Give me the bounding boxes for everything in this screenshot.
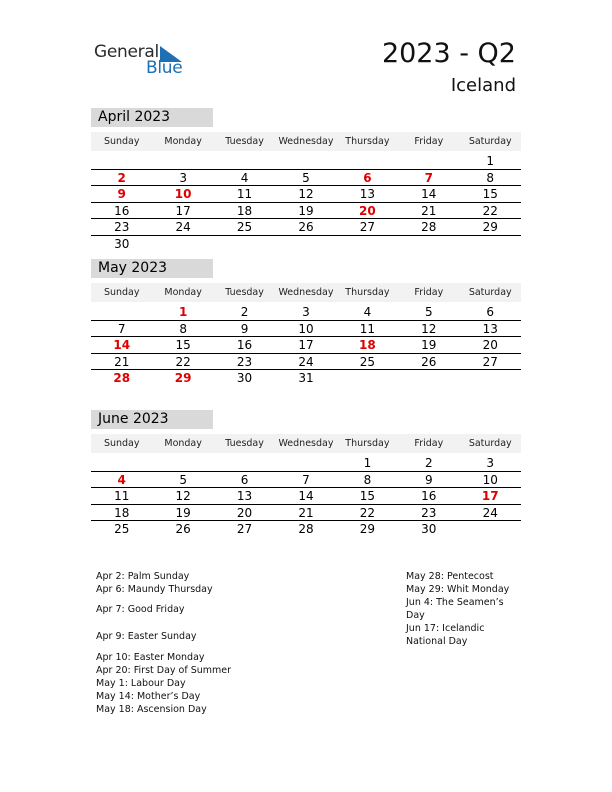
day-cell: 8 — [486, 170, 495, 185]
day-cell: 9 — [240, 321, 249, 336]
day-cell: 15 — [482, 187, 498, 201]
day-cell: 19 — [298, 203, 314, 218]
week-row — [91, 505, 521, 522]
holiday-item: Apr 10: Easter Monday — [96, 652, 205, 663]
day-cell: 26 — [175, 522, 191, 536]
weekday-label: Thursday — [345, 287, 390, 298]
day-cell: 6 — [486, 305, 495, 319]
weekday-label: Monday — [164, 136, 202, 147]
day-cell: 23 — [421, 505, 437, 520]
weekday-label: Tuesday — [225, 287, 264, 298]
day-cell: 4 — [240, 170, 249, 185]
day-cell: 10 — [174, 187, 192, 201]
holiday-item: Apr 7: Good Friday — [96, 604, 185, 615]
day-cell: 20 — [482, 338, 498, 352]
day-cell: 6 — [240, 472, 249, 487]
day-cell: 24 — [298, 354, 314, 369]
day-cell: 25 — [114, 522, 130, 536]
day-cell: 30 — [114, 236, 130, 251]
month-april — [91, 108, 521, 252]
week-row — [91, 370, 521, 387]
day-cell: 12 — [421, 321, 437, 336]
weekday-label: Saturday — [468, 136, 512, 147]
day-cell — [460, 521, 521, 538]
holiday-list-left — [96, 570, 231, 716]
holiday-item: May 18: Ascension Day — [96, 704, 207, 715]
day-cell: 14 — [298, 489, 314, 503]
day-cell: 7 — [302, 472, 310, 487]
weekday-label: Saturday — [468, 438, 512, 449]
day-cell: 13 — [359, 187, 376, 201]
day-cell: 9 — [117, 187, 126, 201]
day-cell: 16 — [236, 338, 253, 352]
day-cell — [91, 153, 152, 169]
day-cell: 4 — [117, 472, 126, 487]
month-title: June 2023 — [91, 410, 213, 429]
week-row — [91, 186, 521, 203]
week-row — [91, 203, 521, 220]
weekday-label: Tuesday — [225, 136, 264, 147]
week-row — [91, 488, 521, 505]
day-cell: 29 — [482, 220, 498, 234]
day-cell: 22 — [359, 505, 376, 520]
day-cell — [152, 455, 213, 471]
day-cell — [337, 153, 398, 169]
day-cell: 21 — [114, 354, 130, 369]
day-cell: 25 — [359, 354, 376, 369]
day-cell: 18 — [114, 505, 130, 520]
weekday-header — [91, 434, 521, 453]
day-cell: 9 — [425, 472, 433, 487]
day-cell — [460, 236, 521, 253]
day-cell: 11 — [359, 321, 376, 336]
weekday-label: Friday — [414, 136, 444, 147]
month-grid — [91, 304, 521, 387]
weekday-label: Sunday — [103, 287, 140, 298]
day-cell: 3 — [302, 305, 310, 319]
day-cell: 5 — [302, 170, 310, 185]
day-cell: 19 — [421, 338, 437, 352]
day-cell — [152, 153, 213, 169]
holiday-item: Apr 6: Maundy Thursday — [96, 584, 213, 595]
country-name: Iceland — [450, 75, 516, 96]
month-june — [91, 410, 521, 538]
logo — [94, 42, 186, 78]
day-cell: 27 — [236, 522, 253, 536]
day-cell: 28 — [298, 522, 314, 536]
day-cell: 3 — [486, 456, 495, 470]
day-cell — [275, 455, 336, 471]
day-cell — [91, 455, 152, 471]
day-cell: 29 — [174, 371, 192, 385]
weekday-label: Monday — [164, 438, 202, 449]
weekday-label: Friday — [414, 438, 444, 449]
day-cell — [398, 370, 459, 387]
holiday-item: May 14: Mother’s Day — [96, 691, 201, 702]
holiday-item: Apr 20: First Day of Summer — [96, 665, 232, 676]
day-cell: 2 — [117, 170, 126, 185]
day-cell: 8 — [363, 472, 372, 487]
day-cell — [214, 455, 275, 471]
week-row — [91, 321, 521, 338]
day-cell: 26 — [421, 354, 437, 369]
weekday-label: Friday — [414, 287, 444, 298]
day-cell: 17 — [298, 338, 314, 352]
week-row — [91, 337, 521, 354]
holiday-item: Jun 4: The Seamen’s — [406, 597, 504, 608]
day-cell: 22 — [175, 354, 191, 369]
day-cell — [398, 153, 459, 169]
week-row — [91, 521, 521, 538]
weekday-label: Sunday — [103, 438, 140, 449]
day-cell: 15 — [175, 338, 191, 352]
holiday-item: Apr 2: Palm Sunday — [96, 571, 190, 582]
day-cell: 21 — [421, 203, 437, 218]
logo-word-general: General — [94, 42, 159, 62]
month-may — [91, 259, 521, 387]
day-cell: 22 — [482, 203, 498, 218]
day-cell: 1 — [486, 154, 495, 168]
day-cell: 1 — [363, 456, 372, 470]
day-cell: 24 — [175, 220, 191, 234]
weekday-header — [91, 132, 521, 151]
day-cell: 30 — [421, 522, 437, 536]
day-cell: 10 — [298, 321, 314, 336]
day-cell: 26 — [298, 220, 314, 234]
holiday-item: Day — [406, 610, 425, 621]
logo-word-blue: Blue — [146, 58, 183, 78]
day-cell: 17 — [481, 489, 499, 503]
day-cell: 25 — [236, 220, 253, 234]
day-cell: 20 — [236, 505, 253, 520]
weekday-label: Sunday — [103, 136, 140, 147]
day-cell: 18 — [236, 203, 253, 218]
day-cell: 21 — [298, 505, 314, 520]
day-cell: 27 — [359, 220, 376, 234]
day-cell — [214, 153, 275, 169]
day-cell — [398, 236, 459, 253]
day-cell: 20 — [359, 203, 376, 218]
page-title: 2023 - Q2 — [381, 38, 516, 69]
day-cell: 5 — [179, 472, 187, 487]
week-row — [91, 219, 521, 236]
day-cell: 13 — [236, 489, 253, 503]
day-cell: 28 — [421, 220, 437, 234]
weekday-label: Thursday — [345, 438, 390, 449]
day-cell: 31 — [298, 371, 314, 385]
day-cell: 24 — [482, 505, 498, 520]
week-row — [91, 472, 521, 489]
holiday-list-right — [406, 570, 509, 648]
week-row — [91, 236, 521, 253]
day-cell — [275, 153, 336, 169]
day-cell — [275, 236, 336, 253]
week-row — [91, 170, 521, 187]
day-cell: 17 — [175, 203, 191, 218]
month-grid — [91, 153, 521, 252]
day-cell: 14 — [421, 187, 437, 201]
day-cell — [91, 304, 152, 320]
day-cell — [337, 236, 398, 253]
day-cell: 14 — [113, 338, 131, 352]
day-cell: 27 — [482, 354, 498, 369]
week-row — [91, 354, 521, 371]
month-title: May 2023 — [91, 259, 213, 278]
month-grid — [91, 455, 521, 538]
weekday-label: Saturday — [468, 287, 512, 298]
day-cell: 7 — [424, 170, 433, 185]
day-cell: 8 — [179, 321, 187, 336]
week-row — [91, 153, 521, 170]
day-cell: 30 — [236, 371, 253, 385]
day-cell: 2 — [425, 456, 433, 470]
day-cell: 15 — [359, 489, 376, 503]
day-cell — [460, 370, 521, 387]
week-row — [91, 455, 521, 472]
day-cell: 11 — [236, 187, 253, 201]
week-row — [91, 304, 521, 321]
weekday-label: Wednesday — [278, 136, 334, 147]
holiday-item: National Day — [406, 636, 468, 647]
day-cell: 23 — [236, 354, 253, 369]
day-cell: 12 — [298, 187, 314, 201]
holiday-item: Apr 9: Easter Sunday — [96, 631, 197, 642]
holiday-item: May 29: Whit Monday — [406, 584, 510, 595]
holiday-item: May 28: Pentecost — [406, 571, 494, 582]
day-cell: 23 — [114, 220, 130, 234]
day-cell: 29 — [359, 522, 376, 536]
day-cell: 3 — [179, 170, 187, 185]
month-title: April 2023 — [91, 108, 213, 127]
day-cell: 13 — [482, 321, 498, 336]
day-cell — [337, 370, 398, 387]
holiday-item: Jun 17: Icelandic — [406, 623, 485, 634]
day-cell: 1 — [178, 305, 188, 319]
weekday-label: Monday — [164, 287, 202, 298]
day-cell: 5 — [425, 305, 433, 319]
weekday-label: Wednesday — [278, 287, 334, 298]
day-cell: 18 — [359, 338, 376, 352]
day-cell: 12 — [175, 489, 191, 503]
holiday-item: May 1: Labour Day — [96, 678, 186, 689]
day-cell: 10 — [482, 472, 498, 487]
day-cell: 16 — [421, 489, 437, 503]
day-cell: 2 — [240, 305, 249, 319]
day-cell: 6 — [363, 170, 372, 185]
weekday-label: Thursday — [345, 136, 390, 147]
weekday-label: Wednesday — [278, 438, 334, 449]
weekday-label: Tuesday — [225, 438, 264, 449]
weekday-header — [91, 283, 521, 302]
day-cell: 16 — [114, 203, 130, 218]
day-cell: 7 — [117, 321, 126, 336]
day-cell — [152, 236, 213, 253]
day-cell: 19 — [175, 505, 191, 520]
day-cell — [214, 236, 275, 253]
day-cell: 28 — [113, 371, 131, 385]
day-cell: 4 — [363, 305, 372, 319]
day-cell: 11 — [114, 489, 130, 503]
